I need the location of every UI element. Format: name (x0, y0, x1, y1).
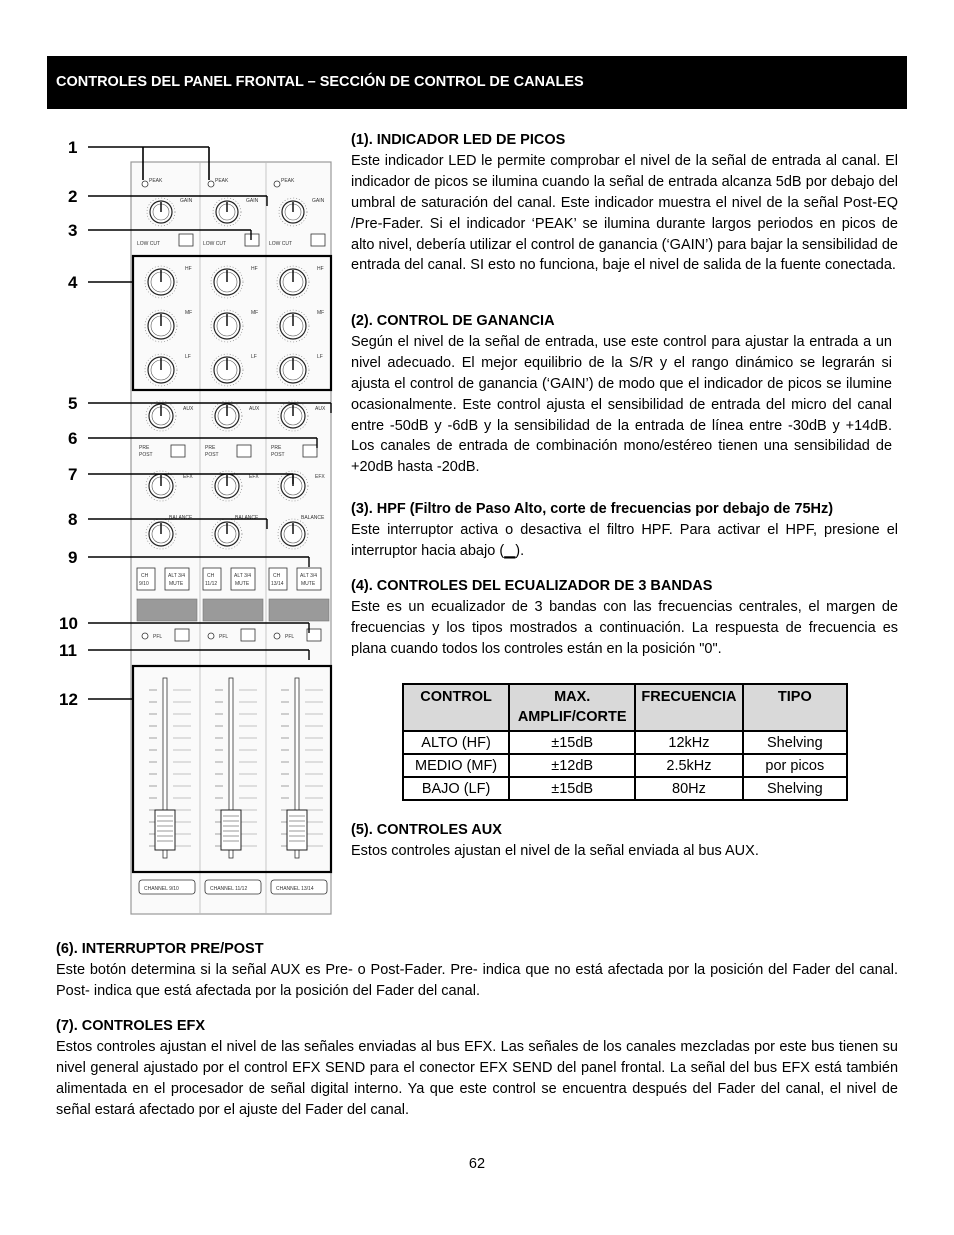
lf-label: LF (185, 354, 191, 360)
pfl-label: PFL (219, 634, 229, 640)
section-aux (351, 820, 898, 862)
page-number: 62 (468, 1156, 486, 1172)
section-gain-control (351, 311, 892, 478)
scribble-strip (137, 599, 197, 621)
table-cell: ±15dB (509, 731, 635, 754)
section-peak-led (351, 130, 898, 276)
balance-label: BALANCE (301, 515, 325, 521)
mixer-channel-diagram (55, 130, 345, 920)
table-row (403, 731, 847, 754)
mute-label: MUTE (235, 581, 250, 587)
efx-label: EFX (183, 474, 193, 480)
peak-led (208, 181, 214, 187)
table-cell: MEDIO (MF) (403, 754, 509, 777)
mf-label: MF (251, 310, 259, 316)
mute-label: MUTE (169, 581, 184, 587)
peak-led (274, 181, 280, 187)
efx-label: EFX (249, 474, 259, 480)
callout-number: 10 (59, 614, 78, 633)
callout-number: 9 (68, 548, 78, 567)
callout-number: 6 (68, 429, 78, 448)
table-header-row (403, 684, 847, 731)
section-title: (6). INTERRUPTOR PRE/POST (56, 941, 264, 957)
channel-button-number: 11/12 (205, 581, 218, 587)
channel-button-number: 9/10 (139, 581, 149, 587)
table-cell: por picos (743, 754, 847, 777)
section-pre-post (56, 939, 898, 1002)
balance-label: BALANCE (169, 515, 193, 521)
gain-label: GAIN (312, 198, 325, 204)
aux-label: AUX (183, 406, 194, 412)
pre-post-switch (171, 445, 185, 457)
callout-number: 7 (68, 465, 78, 484)
pre-post-switch (237, 445, 251, 457)
callout-number: 3 (68, 221, 78, 240)
pre-post-switch (303, 445, 317, 457)
lf-label: LF (251, 354, 257, 360)
channel-button-label: CH (207, 573, 215, 579)
channel-label: CHANNEL 11/12 (210, 886, 248, 892)
alt-label: ALT 3/4 (234, 573, 252, 579)
pre-label: PRE (139, 445, 150, 451)
alt-label: ALT 3/4 (168, 573, 186, 579)
peak-label: PEAK (281, 178, 295, 184)
section-title: (2). CONTROL DE GANANCIA (351, 313, 555, 329)
efx-label: EFX (315, 474, 325, 480)
pfl-led (274, 633, 280, 639)
low-cut-switch (179, 234, 193, 246)
callout-number: 8 (68, 510, 78, 529)
hf-label: HF (317, 266, 324, 272)
section-title: (5). CONTROLES AUX (351, 822, 502, 838)
callout-number: 12 (59, 690, 78, 709)
section-body: Este botón determina si la señal AUX es Pre- o Post-Fader. Pre- indica que no está afectada por la posición del Fader del canal. Post- indica que está afectada por la posición del Fader del canal. (56, 961, 898, 999)
table-cell: ALTO (HF) (403, 731, 509, 754)
low-cut-label: LOW CUT (137, 241, 161, 247)
section-efx (56, 1016, 898, 1121)
callout-number: 2 (68, 187, 78, 206)
section-body: Este indicador LED le permite comprobar el nivel de la señal de entrada al canal. El indicador de picos se ilumina cuando la señal de entrada alcanza 5dB por debajo del umbral de saturación del canal. Este indicador muestra el nivel de la señal Post-EQ /Pre-Fader. Si el indicador ‘PEAK’ se ilumina durante largos periodos en picos de alto nivel, debería utilizar el control de ganancia (‘GAIN’) para bajar la sensibilidad de entrada del canal. SI esto no funciona, baje el nivel de salida de la fuente conectada. (351, 152, 898, 274)
post-label: POST (139, 452, 153, 458)
table-cell: 2.5kHz (635, 754, 742, 777)
table-cell: ±12dB (509, 754, 635, 777)
aux-label: AUX (249, 406, 260, 412)
post-label: POST (205, 452, 219, 458)
column-header: CONTROL (403, 684, 509, 731)
table-cell: Shelving (743, 731, 847, 754)
aux-label: AUX (315, 406, 326, 412)
gain-label: GAIN (246, 198, 259, 204)
channel-label: CHANNEL 9/10 (144, 886, 179, 892)
balance-label: BALANCE (235, 515, 259, 521)
section-title: (4). CONTROLES DEL ECUALIZADOR DE 3 BANDAS (351, 578, 713, 594)
channel-button-label: CH (141, 573, 149, 579)
low-cut-label: LOW CUT (203, 241, 227, 247)
mf-label: MF (185, 310, 193, 316)
lf-label: LF (317, 354, 323, 360)
pfl-button (175, 629, 189, 641)
column-header: FRECUENCIA (635, 684, 742, 731)
section-body: Este es un ecualizador de 3 bandas con las frecuencias centrales, el margen de frecuencias y los tipos mostrados a continuación. La respuesta de frecuencia es plana cuando todos los controles están en la posición "0". (351, 598, 899, 657)
table-cell: 12kHz (635, 731, 742, 754)
pfl-led (142, 633, 148, 639)
scribble-strip (269, 599, 329, 621)
low-cut-switch (311, 234, 325, 246)
hf-label: HF (185, 266, 192, 272)
low-cut-label: LOW CUT (269, 241, 293, 247)
table-row (403, 777, 847, 800)
column-header: TIPO (743, 684, 847, 731)
section-title: (7). CONTROLES EFX (56, 1018, 206, 1034)
table-cell: ±15dB (509, 777, 635, 800)
section-header: CONTROLES DEL PANEL FRONTAL – SECCIÓN DE CONTROL DE CANALES (47, 56, 907, 109)
channel-button-number: 13/14 (271, 581, 284, 587)
column-header: MAX. AMPLIF/CORTE (509, 684, 635, 731)
peak-label: PEAK (215, 178, 229, 184)
section-body: Este interruptor activa o desactiva el filtro HPF. Para activar el HPF, presione el interruptor hacia abajo (▁). (351, 521, 899, 559)
pfl-label: PFL (285, 634, 295, 640)
alt-label: ALT 3/4 (300, 573, 318, 579)
section-3band-eq (351, 576, 898, 660)
pre-label: PRE (271, 445, 282, 451)
peak-label: PEAK (149, 178, 163, 184)
mf-label: MF (317, 310, 325, 316)
section-title: (3). HPF (Filtro de Paso Alto, corte de frecuencias por debajo de 75Hz) (351, 501, 834, 517)
pfl-led (208, 633, 214, 639)
section-title: (1). INDICADOR LED DE PICOS (351, 132, 566, 148)
gain-label: GAIN (180, 198, 193, 204)
section-body: Estos controles ajustan el nivel de las señales enviadas al bus EFX. Las señales de los canales mezcladas por este bus tienen su nivel general ajustado por el control EFX SEND para el conector EFX SEND del panel frontal. La señal del bus EFX está también alimentada en el procesador de señal digital interno. Ya que este control se encuentra después del Fader del canal, el nivel de señal estará afectado por el ajuste del Fader del canal. (56, 1038, 899, 1118)
section-body: Según el nivel de la señal de entrada, use este control para ajustar la entrada a un nivel adecuado. El mejor equilibrio de la S/R y el rango dinámico se legrarán si ajusta el control de ganancia (‘GAIN’) de modo que el indicador de picos se ilumine ocasionalmente. Este control ajusta el sensibilidad de entrada del micro del canal entre -50dB y -6dB y la sensibilidad de la entrada de línea entre -30dB y +14dB. Los canales de entrada de combinación mono/estéreo tienen una sensibilidad de +20dB hasta -20dB. (351, 333, 893, 476)
callout-number: 4 (68, 273, 78, 292)
section-hpf (351, 499, 898, 562)
scribble-strip (203, 599, 263, 621)
peak-led (142, 181, 148, 187)
low-cut-switch (245, 234, 259, 246)
channel-button-label: CH (273, 573, 281, 579)
callout-number: 5 (68, 394, 78, 413)
pfl-button (241, 629, 255, 641)
callout-number: 11 (59, 641, 77, 660)
post-label: POST (271, 452, 285, 458)
pre-label: PRE (205, 445, 216, 451)
table-cell: Shelving (743, 777, 847, 800)
table-row (403, 754, 847, 777)
pfl-label: PFL (153, 634, 163, 640)
section-body: Estos controles ajustan el nivel de la señal enviada al bus AUX. (351, 842, 759, 859)
eq-table (402, 683, 848, 801)
mute-label: MUTE (301, 581, 316, 587)
hf-label: HF (251, 266, 258, 272)
channel-label: CHANNEL 13/14 (276, 886, 314, 892)
table-cell: 80Hz (635, 777, 742, 800)
callout-number: 1 (68, 138, 78, 157)
table-cell: BAJO (LF) (403, 777, 509, 800)
